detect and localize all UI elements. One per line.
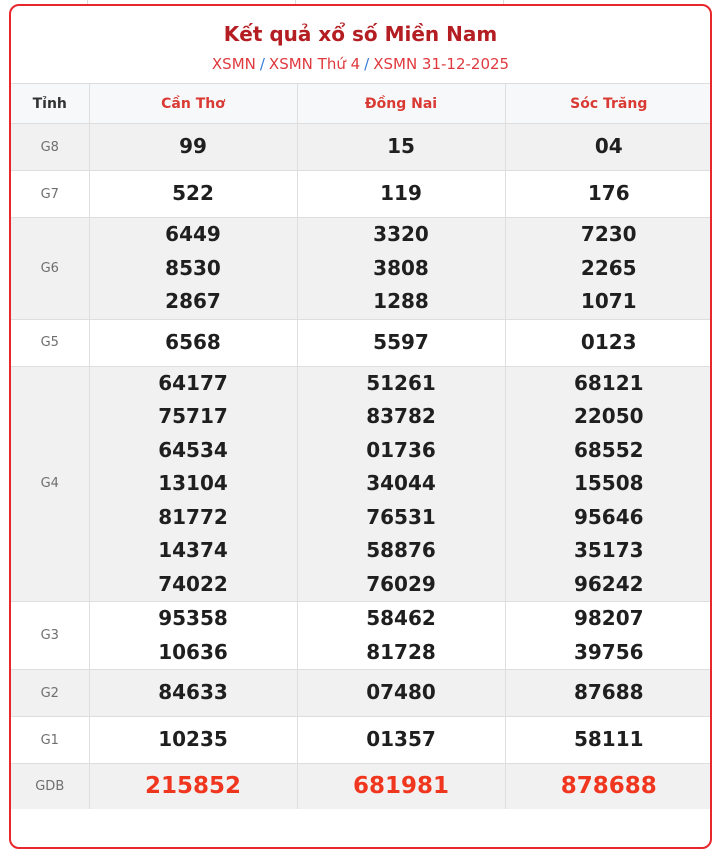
special-prize-number: 215852	[144, 772, 242, 799]
prize-number: 64177	[158, 370, 228, 395]
prize-cell	[89, 670, 297, 717]
prize-cell	[505, 218, 712, 320]
prize-number: 58876	[366, 538, 436, 562]
prize-number: 75717	[158, 404, 228, 428]
prize-number: 81728	[366, 639, 436, 664]
prize-cell	[297, 366, 505, 602]
prize-number: 119	[380, 181, 422, 206]
table-row	[11, 218, 712, 320]
prize-label: GDB	[11, 764, 89, 810]
prize-number: 1071	[580, 289, 637, 313]
breadcrumb-separator: /	[259, 55, 265, 73]
prize-number: 76029	[366, 571, 436, 596]
table-row	[11, 602, 712, 670]
prize-number: 58111	[573, 727, 644, 752]
special-prize-number: 681981	[352, 772, 450, 799]
prize-number: 68552	[573, 437, 644, 462]
prize-number: 2867	[165, 289, 221, 313]
prize-number: 76531	[366, 504, 436, 529]
prize-number: 13104	[158, 471, 228, 495]
table-row	[11, 171, 712, 218]
table-row	[11, 124, 712, 171]
prize-number: 64534	[158, 437, 228, 462]
prize-number: 98207	[573, 606, 644, 630]
prize-cell	[505, 717, 712, 764]
prize-number: 10636	[158, 639, 228, 664]
prize-number: 2265	[580, 255, 637, 280]
prize-number: 6449	[165, 222, 221, 246]
prize-number: 07480	[366, 680, 436, 705]
prize-label: G2	[11, 670, 89, 717]
table-header-row	[11, 84, 712, 124]
prize-cell	[297, 218, 505, 320]
column-header-province: Tỉnh	[11, 84, 89, 124]
prize-cell	[297, 717, 505, 764]
prize-cell	[89, 717, 297, 764]
prize-label: G7	[11, 171, 89, 218]
prize-number: 01357	[366, 727, 436, 752]
prize-number: 39756	[573, 639, 644, 664]
prize-number: 99	[179, 134, 207, 159]
prize-number: 176	[587, 181, 630, 206]
prize-cell	[505, 171, 712, 218]
prize-cell	[89, 171, 297, 218]
prize-number: 95646	[573, 504, 644, 529]
prize-number: 22050	[573, 404, 644, 428]
prize-number: 15508	[573, 471, 644, 495]
prize-number: 74022	[158, 571, 228, 596]
breadcrumb-xsmn[interactable]: XSMN	[211, 55, 256, 73]
prize-cell	[297, 764, 505, 810]
prize-number: 8530	[165, 255, 221, 280]
prize-number: 96242	[573, 571, 644, 596]
prize-number: 95358	[158, 606, 228, 630]
prize-number: 81772	[158, 504, 228, 529]
prize-cell	[505, 124, 712, 171]
breadcrumb-xsmn-thu4[interactable]: XSMN Thứ 4	[268, 55, 361, 73]
prize-number: 68121	[573, 370, 644, 395]
prize-cell	[505, 602, 712, 670]
prize-number: 83782	[366, 404, 436, 428]
results-table	[11, 83, 712, 809]
prize-number: 10235	[158, 727, 228, 752]
prize-number: 5597	[373, 329, 429, 354]
table-row	[11, 366, 712, 602]
table-row	[11, 717, 712, 764]
prize-cell	[297, 670, 505, 717]
prize-label: G6	[11, 218, 89, 320]
prize-number: 01736	[366, 437, 436, 462]
prize-cell	[297, 602, 505, 670]
prize-number: 34044	[366, 471, 436, 495]
prize-number: 51261	[366, 370, 436, 395]
breadcrumb	[11, 55, 710, 73]
table-row	[11, 764, 712, 810]
prize-number: 7230	[580, 222, 637, 246]
prize-cell	[297, 171, 505, 218]
prize-cell	[505, 764, 712, 810]
prize-number: 87688	[573, 680, 644, 705]
prize-cell	[89, 124, 297, 171]
prize-number: 35173	[573, 538, 644, 562]
prize-number: 3808	[373, 255, 429, 280]
prize-number: 6568	[165, 329, 221, 354]
prize-number: 58462	[366, 606, 436, 630]
table-row	[11, 319, 712, 366]
prize-label: G8	[11, 124, 89, 171]
prize-cell	[89, 764, 297, 810]
prize-cell	[89, 366, 297, 602]
column-header-dong-nai[interactable]: Đồng Nai	[297, 84, 505, 124]
prize-cell	[89, 602, 297, 670]
prize-number: 15	[387, 134, 415, 159]
prize-number: 1288	[373, 289, 429, 313]
breadcrumb-xsmn-date[interactable]: XSMN 31-12-2025	[373, 55, 510, 73]
prize-cell	[89, 319, 297, 366]
prize-number: 04	[594, 134, 623, 159]
breadcrumb-separator: /	[364, 55, 370, 73]
prize-number: 522	[172, 181, 214, 206]
table-row	[11, 670, 712, 717]
page-title: Kết quả xổ số Miền Nam	[223, 22, 498, 46]
prize-label: G3	[11, 602, 89, 670]
prize-label: G5	[11, 319, 89, 366]
special-prize-number: 878688	[560, 772, 657, 799]
prize-label: G4	[11, 366, 89, 602]
prize-cell	[505, 670, 712, 717]
card-header	[11, 6, 710, 83]
prize-number: 0123	[580, 329, 637, 354]
prize-number: 3320	[373, 222, 429, 246]
prize-cell	[505, 319, 712, 366]
prize-cell	[297, 319, 505, 366]
prize-cell	[89, 218, 297, 320]
column-header-can-tho[interactable]: Cần Thơ	[89, 84, 297, 124]
prize-cell	[297, 124, 505, 171]
prize-number: 84633	[158, 680, 228, 705]
results-card	[9, 4, 712, 849]
column-header-soc-trang[interactable]: Sóc Trăng	[505, 84, 712, 124]
prize-number: 14374	[158, 538, 228, 562]
prize-label: G1	[11, 717, 89, 764]
prize-cell	[505, 366, 712, 602]
